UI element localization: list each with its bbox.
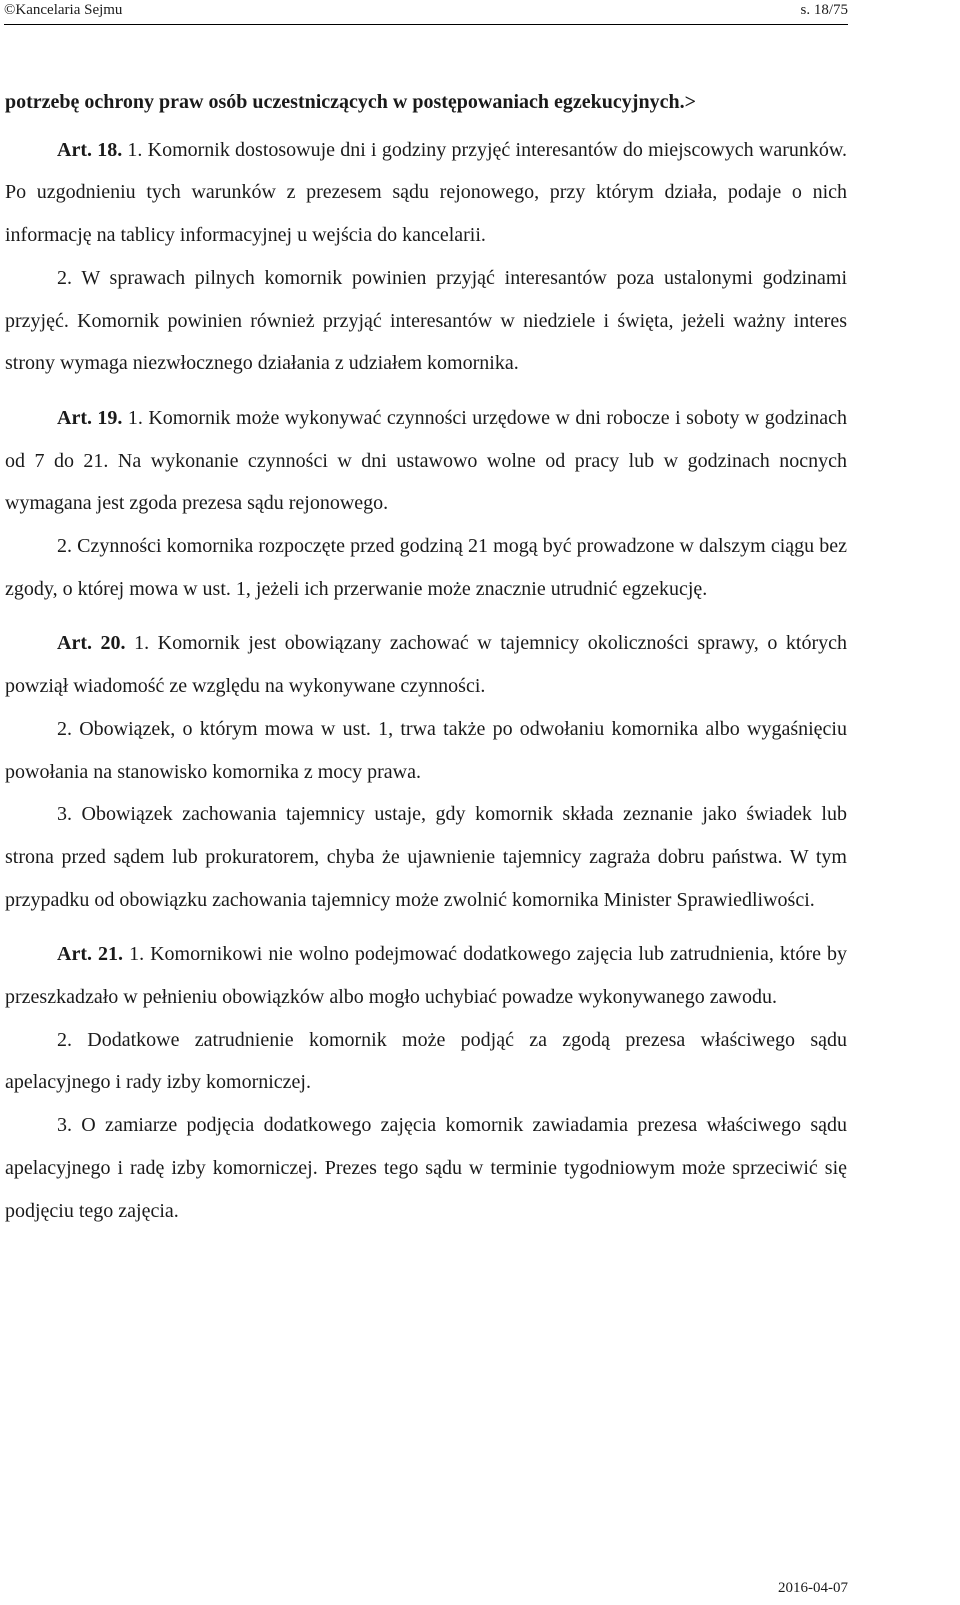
article-number: Art. 21. bbox=[57, 943, 124, 966]
article-number: Art. 20. bbox=[57, 632, 126, 655]
copyright-notice: ©Kancelaria Sejmu bbox=[4, 2, 123, 18]
art-21-ust-3: 3. O zamiarze podjęcia dodatkowego zajęcia komornik zawiadamia prezesa właściwego sądu apelacyjnego i radę izby komorniczej. Prezes tego sądu w terminie tygodniowym może sprzeciwić się podjęciu tego zajęcia. bbox=[5, 1114, 847, 1222]
art-19-ust-2: 2. Czynności komornika rozpoczęte przed godziną 21 mogą być prowadzone w dalszym ciągu bez zgody, o której mowa w ust. 1, jeżeli ich przerwanie może znacznie utrudnić egzekucję. bbox=[5, 535, 847, 600]
paragraph-text: 1. Komornikowi nie wolno podejmować dodatkowego zajęcia lub zatrudnienia, które by przeszkadzało w pełnieniu obowiązków albo mogło uchybiać powadze wykonywanego zawodu. bbox=[5, 943, 848, 1009]
paragraph-text: 1. Komornik może wykonywać czynności urzędowe w dni robocze i soboty w godzinach od 7 do 21. Na wykonanie czynności w dni ustawowo wolne od pracy lub w godzinach nocnych wymagana jest zgoda prezesa sądu rejonowego. bbox=[5, 406, 847, 515]
page-number: s. 18/75 bbox=[800, 2, 848, 18]
art-21-ust-1 bbox=[5, 933, 847, 1018]
intro-paragraph: potrzebę ochrony praw osób uczestniczących w postępowaniach egzekucyjnych.> bbox=[5, 91, 696, 113]
art-20-ust-2: 2. Obowiązek, o którym mowa w ust. 1, trwa także po odwołaniu komornika albo wygaśnięciu powołania na stanowisko komornika z mocy prawa. bbox=[5, 717, 847, 783]
art-18-ust-2: 2. W sprawach pilnych komornik powinien przyjąć interesantów poza ustalonymi godzinami przyjęć. Komornik powinien również przyjąć interesantów w niedziele i święta, jeżeli ważny interes strony wymaga niezwłocznego działania z udziałem komornika. bbox=[5, 266, 847, 375]
article-number: Art. 18. bbox=[57, 138, 123, 161]
page-header bbox=[4, 0, 848, 25]
paragraph-text: 1. Komornik jest obowiązany zachować w tajemnicy okoliczności sprawy, o których powziął wiadomość ze względu na wykonywane czynności. bbox=[5, 632, 847, 698]
document-body bbox=[5, 81, 847, 1232]
art-21-ust-2: 2. Dodatkowe zatrudnienie komornik może podjąć za zgodą prezesa właściwego sądu apelacyjnego i rady izby komorniczej. bbox=[5, 1028, 847, 1094]
art-20-ust-3: 3. Obowiązek zachowania tajemnicy ustaje, gdy komornik składa zeznanie jako świadek lub strona przed sądem lub prokuratorem, chyba że ujawnienie tajemnicy zagraża dobru państwa. W tym przypadku od obowiązku zachowania tajemnicy może zwolnić komornika Minister Sprawiedliwości. bbox=[5, 803, 847, 911]
art-18-ust-1 bbox=[5, 129, 847, 257]
art-19-ust-1 bbox=[5, 397, 847, 525]
paragraph-text: 1. Komornik dostosowuje dni i godziny przyjęć interesantów do miejscowych warunków. Po uzgodnieniu tych warunków z prezesem sądu rejonowego, przy którym działa, podaje o nich informację na tablicy informacyjnej u wejścia do kancelarii. bbox=[5, 138, 848, 247]
article-number: Art. 19. bbox=[57, 406, 123, 429]
document-date: 2016-04-07 bbox=[778, 1580, 848, 1596]
art-20-ust-1 bbox=[5, 622, 847, 707]
